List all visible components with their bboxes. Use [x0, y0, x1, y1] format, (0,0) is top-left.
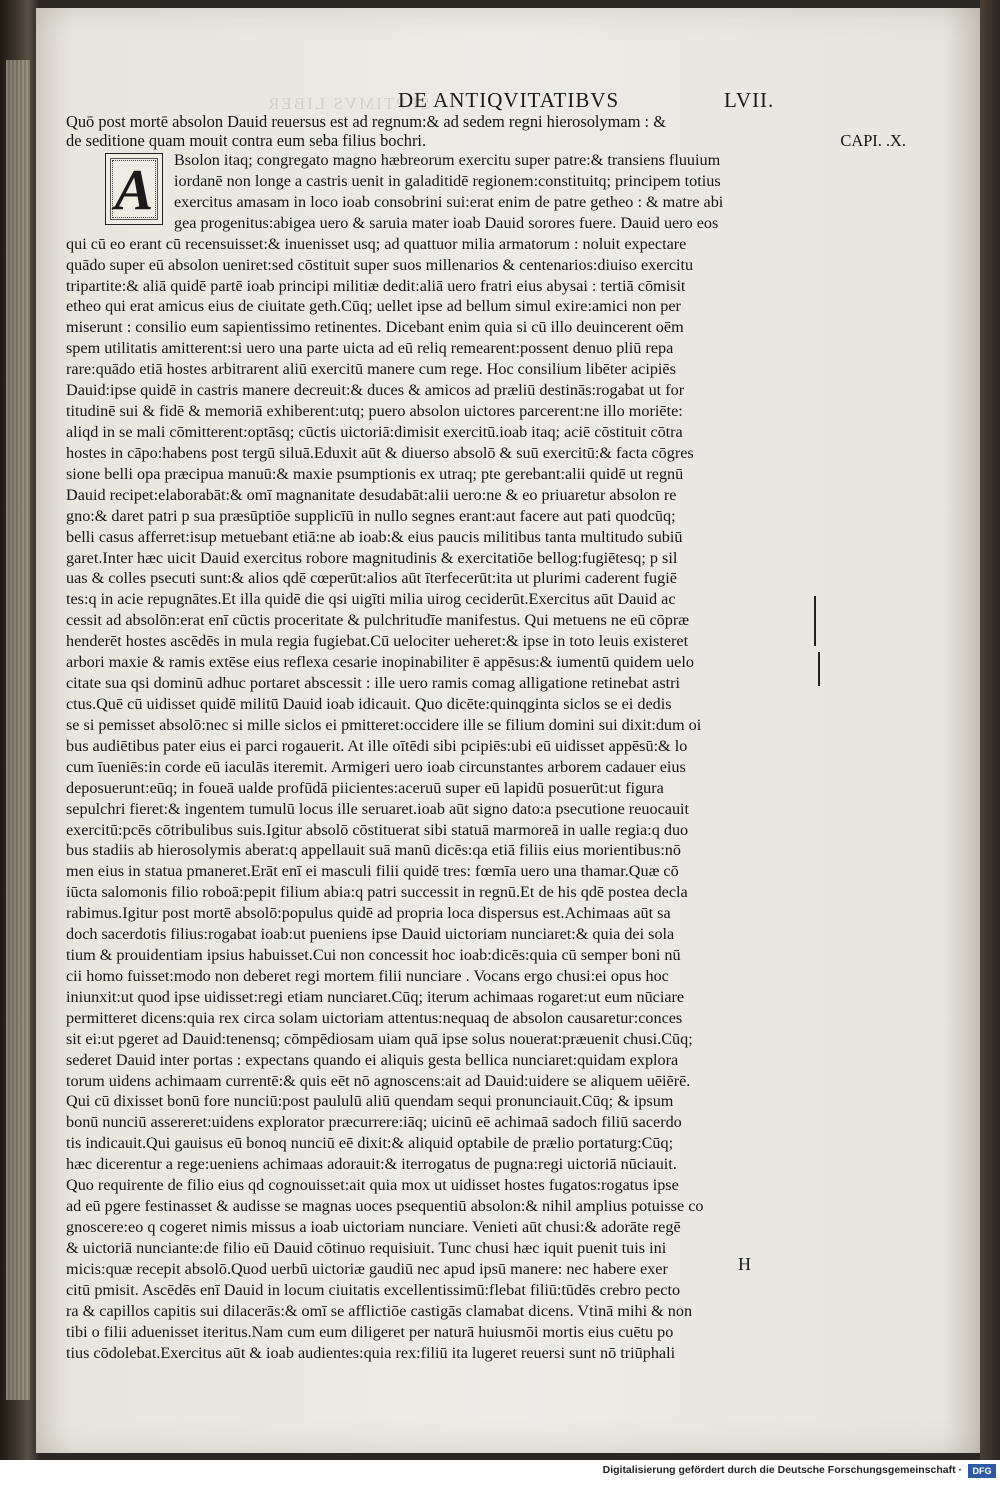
- text-line: quādo super eū absolon ueniret:sed cōstituit super suos millenarios & centenarios:diuiso exercitu: [66, 255, 694, 274]
- text-line: bonū nunciū assereret:uidens explorator præcurrere:iāq; uicinū eē achimaā sadoch filiū sacerdo: [66, 1113, 682, 1132]
- text-line: torum uidens achimaam currentē:& quis eēt nō agnoscens:ait ad Dauid:uidere se aliquem uēiērē.: [66, 1071, 691, 1090]
- book-spine-edge: [0, 0, 40, 1460]
- chapter-heading-line-1: Quō post mortē absolon Dauid reuersus est ad regnum:& ad sedem regni hierosolymam : &: [66, 112, 666, 131]
- margin-mark-line: [814, 596, 816, 646]
- text-line: Dauid recipet:elaborabāt:& omī magnanitate desudabāt:alii uero:ne & eo priuaretur absolon re: [66, 485, 677, 504]
- text-line: sione belli opa præcipua manuū:& maxie psumptionis ex utraq; pte gerebant:alii quidē ut regnū: [66, 464, 684, 483]
- text-line: permitteret dicens:quia rex circa solam uictoriam attentus:nequaq de absolon causaretur:conces: [66, 1008, 683, 1027]
- text-line: citate sua qsi dominū adhuc portaret abscessit : ille uero ramis comag alligatione retinebat astri: [66, 674, 681, 693]
- text-line: exercitus amasam in loco ioab consobrini sui:erat enim de patre getheo : & matre abi: [174, 192, 724, 211]
- text-line: rabimus.Igitur post mortē absolō:populus quidē ad propria loca dispersus est.Achimaas aūt sa: [66, 904, 671, 923]
- text-line: tium & prouidentiam ipsius habuisset.Cui non concessit hoc ioab:dicēs:quia cū semper boni nū: [66, 946, 681, 965]
- text-line: henderēt hostes ascēdēs in mula regia fugiebat.Cū uelociter ueheret:& ipse in toto leuis existeret: [66, 632, 689, 651]
- initial-letter: A: [114, 156, 154, 222]
- text-line: se si pemisset absolō:nec si mille siclos ei pmitteret:occidere ille se filium domini sui dixit:dum oi: [66, 715, 702, 734]
- text-line: hæc dicerentur a rege:ueniens achimaas adorauit:& iterrogatus de pugna:regi uictoriā nūciauit.: [66, 1155, 677, 1174]
- text-line: gea progenitus:abigea uero & saruia mater ioab Dauid sorores fuere. Dauid uero eos: [174, 213, 719, 232]
- signature-mark: H: [738, 1254, 751, 1274]
- text-line: iūcta salomonis filio roboā:pepit filium abia:q patri successit in regnū.Et de his qdē postea decla: [66, 883, 688, 902]
- initial-ornament: [112, 160, 156, 218]
- text-line: hostes in cāpo:habens post tergū siluā.Eduxit aūt & diuerso absolō & suū exercitū:& facta cōgres: [66, 443, 694, 462]
- showthrough-text: SEPTIMVS LIBER: [266, 94, 430, 113]
- text-line: bus stadiis ab hierosolymis aberat:q appellauit suā manū dicēs:qa etiā filiis eius morientibus:nō: [66, 841, 681, 860]
- text-line: etheo qui erat amicus eius de ciuitate geth.Cūq; uellet ipse ad bellum simul exire:amici non per: [66, 297, 681, 316]
- folio-number: LVII.: [724, 88, 775, 112]
- text-line: cum īueniēs:in corde eū iaculās iteremit. Armigeri uero ioab circunstantes arborem cadauer eius: [66, 757, 686, 776]
- text-line: cii homo fuisset:modo non deberet regi mortem filii nunciare . Vocans ergo chusi:ei opus hoc: [66, 966, 669, 985]
- text-line: gno:& daret patri p sua præsūptiōe supplicīū in nullo segnes erant:aut facere aut pati quodcūq;: [66, 506, 676, 525]
- text-line: iordanē non longe a castris uenit in galaditidē regionem:constituitq; principem totius: [174, 171, 721, 190]
- decorated-initial: [105, 153, 163, 225]
- book-cover-edge: [980, 0, 1000, 1460]
- text-line: ctus.Quē cū uidisset quidē militū Dauid ioab idicauit. Quo dicēte:quinqginta siclos se ei dedis: [66, 694, 672, 713]
- text-line: uas & colles psecuti sunt:& alios qdē cœperūt:alios aūt īterfecerūt:ita ut plurimi caderent fugiē: [66, 569, 677, 588]
- text-line: tis indicauit.Qui gauisus eū bonoq nunciū eē dixit:& aliquid optabile de prælio portaturg:Cūq;: [66, 1134, 674, 1153]
- text-line: Quo requirente de filio eius qd cognouisset:ait quia mox ut uidisset hostes fugatos:rogatus ipse: [66, 1176, 679, 1195]
- text-line: Dauid:ipse quidē in castris manere decreuit:& duces & amicos ad præliū destinās:rogabat ut for: [66, 381, 685, 400]
- margin-mark-line: [818, 652, 820, 686]
- text-line: rare:quādo etiā hostes arbitrarent aliū exercitū manere cum rege. Hoc consilium libēter acipiēs: [66, 360, 676, 379]
- digitization-credit: Digitalisierung gefördert durch die Deutsche Forschungsgemeinschaft ·: [602, 1464, 962, 1476]
- text-line: ad eū pgere festinasset & audisse se magnas uoces psequentiū absolon:& nihil amplius potuisse co: [66, 1197, 704, 1216]
- text-line: qui cū eo erant cū recensuisset:& inuenisset usq; ad quattuor milia armatorum : noluit expectare: [66, 234, 687, 253]
- text-line: Bsolon itaq; congregato magno hæbreorum exercitu super patre:& transiens fluuium: [174, 151, 721, 169]
- chapter-heading: [66, 112, 906, 150]
- text-line: tibi o filii aduenisset iteritus.Nam cum eum diligeret per naturā huiusmōi mortis eius cuētu po: [66, 1322, 674, 1341]
- text-line: deposuerunt:eūq; in foueā ualde profūdā piicientes:aceruū super eū lapidū posuerūt:ut figura: [66, 778, 664, 797]
- text-line: miserunt : consilio eum sapientissimo retinentes. Dicebant enim quia si cū illo deuincerent oēm: [66, 318, 684, 337]
- text-line: spem utilitatis amitterent:si uero una parte uicta ad eū reliq remearent:possent denuo pliū repa: [66, 339, 674, 358]
- text-line: men eius in statua pmaneret.Erāt enī ei masculi filii quidē tres: fœmīa uero una thamar.Quæ cō: [66, 862, 679, 881]
- text-line: tius cōdolebat.Exercitus aūt & ioab audientes:quia rex:filiū ita lugeret reuersi sunt nō triūphali: [66, 1343, 676, 1362]
- text-line: garet.Inter hæc uicit Dauid exercitus robore magnitudinis & exercitatiōe bellog:fugiētesq; p sil: [66, 548, 678, 567]
- text-line: bus audiētibus pater eius ei parci rogauerit. At ille oītēdi sibi pcipiēs:ubi eū uidisset appēsū:& lo: [66, 736, 688, 755]
- chapter-label: CAPI. .X.: [840, 131, 906, 150]
- text-line: gnoscere:eo q cogeret nimis missus a ioab uictoriam nunciare. Venieti aūt chusi:& adorāte regē: [66, 1218, 681, 1237]
- text-line: sepulchri fieret:& ingentem tumulū locus ille seruaret.ioab aūt signo dato:a psecutione reuocauit: [66, 799, 690, 818]
- running-title: DE ANTIQVITATIBVS: [398, 88, 620, 112]
- text-line: citū pmisit. Ascēdēs enī Dauid in locum ciuitatis excellentissimū:flebat filiū:tūdēs crebro pecto: [66, 1280, 681, 1299]
- dfg-logo: DFG: [968, 1464, 996, 1478]
- text-line: ra & capillos capitis sui dilacerās:& omī se afflictiōe castigās clamabat dicens. Vtinā mihi & non: [66, 1301, 693, 1320]
- text-line: aliqd in se mali cōmitterent:optāsq; cūctis uictoriā:dimisit exercitū.ioab itaq; aciē cōstituit cōtra: [66, 422, 683, 441]
- text-line: sit ei:ut pgeret ad Dauid:tenensq; cōmpēdiosam uiam quā ipse solus nouerat:præuenit chusi.Cūq;: [66, 1029, 693, 1048]
- page-stack: [6, 60, 30, 1400]
- text-line: Qui cū dixisset bonū fore nunciū:post paululū aliū quendam sequi pronunciauit.Cūq; & ipsum: [66, 1092, 674, 1111]
- text-line: belli casus afferret:isup metuebant etiā:ne ab ioab:& eius paucis militibus tanta multitudo subiū: [66, 527, 683, 546]
- text-line: & uictoriā nunciante:de filio eū Dauid cōtinuo requisiuit. Tunc chusi hæc iquit puenit tuis ini: [66, 1238, 667, 1257]
- text-line: cessit ad absolōn:erat enī cūctis proceritate & pulchritudīe manifestus. Qui metuens ne eū cōpræ: [66, 611, 690, 630]
- footer-bar: [0, 1460, 1000, 1485]
- body-text: [66, 150, 906, 1363]
- text-line: tripartite:& aliā quidē partē ioab principi militiæ dedit:aliā uero fratri eius abysai : tertiā cōmisit: [66, 276, 686, 295]
- chapter-heading-line-2: de seditione quam mouit contra eum seba filius bochri.: [66, 131, 427, 150]
- text-line: exercitū:pcēs cōtribulibus suis.Igitur absolō cōstituerat sibi statuā marmoreā in ualle regia:q duo: [66, 820, 689, 839]
- text-line: iniunxit:ut quod ipse uidisset:regi etiam nunciaret.Cūq; iterum achimaas rogaret:ut eum nūciare: [66, 987, 685, 1006]
- text-line: sederet Dauid inter portas : expectans quando ei aliquis gesta bellica nunciaret:quidam explora: [66, 1050, 679, 1069]
- text-line: tes:q in acie repugnātes.Et illa quidē die qsi uigīti milia uirog ceciderūt.Exercitus aūt Dauid ac: [66, 590, 676, 609]
- text-line: micis:quæ recepit absolō.Quod uerbū uictoriæ gaudiū nec apud ipsū manere: nec habere exer: [66, 1259, 668, 1278]
- text-line: arbori maxie & ramis extēse eius reflexa cesarie inopinabiliter ē appēsus:& iumentū quidem uelo: [66, 653, 694, 672]
- text-line: doch sacerdotis filius:rogabat ioab:ut pueniens ipse Dauid uictoriam nunciaret:& quia dei sola: [66, 925, 675, 944]
- text-line: titudinē sui & fidē & memoriā exhiberent:utq; puero absolon uictores parcerent:ne illo moriēte:: [66, 402, 683, 421]
